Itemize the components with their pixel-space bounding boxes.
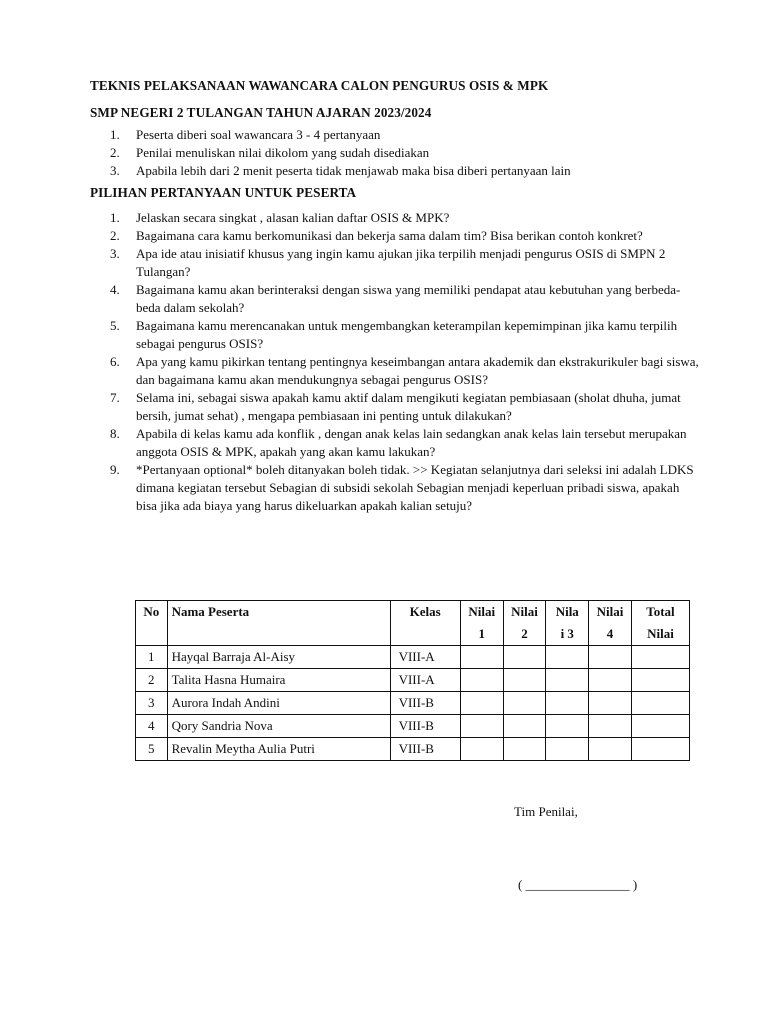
cell-score[interactable] [589, 715, 632, 738]
list-item [110, 209, 700, 227]
header-text: 1 [478, 626, 485, 641]
cell-kelas: VIII-B [390, 738, 460, 761]
table-row [136, 669, 690, 692]
cell-total[interactable] [631, 738, 689, 761]
cell-total[interactable] [631, 715, 689, 738]
table-row [136, 738, 690, 761]
item-number: 1. [110, 210, 120, 225]
cell-score[interactable] [503, 715, 546, 738]
table-row [136, 692, 690, 715]
header-kelas: Kelas [390, 601, 460, 646]
cell-no: 4 [136, 715, 168, 738]
cell-score[interactable] [503, 669, 546, 692]
item-number: 2. [110, 145, 120, 160]
cell-score[interactable] [460, 646, 503, 669]
header-text: Nilai [468, 604, 496, 619]
cell-no: 1 [136, 646, 168, 669]
item-number: 2. [110, 228, 120, 243]
item-number: 4. [110, 282, 120, 297]
list-item [110, 162, 700, 180]
item-text: Bagaimana kamu akan berinteraksi dengan siswa yang memiliki pendapat atau kebutuhan yang berbeda-beda dalam sekolah? [136, 282, 681, 315]
document-subtitle: SMP NEGERI 2 TULANGAN TAHUN AJARAN 2023/2024 [90, 105, 432, 120]
header-text: Nilai [511, 604, 538, 619]
item-text: Apa ide atau inisiatif khusus yang ingin kamu ajukan jika terpilih menjadi pengurus OSIS di SMPN 2 Tulangan? [136, 246, 666, 279]
cell-score[interactable] [589, 692, 632, 715]
item-text: Apabila lebih dari 2 menit peserta tidak menjawab maka bisa diberi pertanyaan lain [136, 163, 571, 178]
cell-kelas: VIII-A [390, 669, 460, 692]
header-text: Nilai [596, 604, 624, 619]
item-number: 1. [110, 127, 120, 142]
item-text: Jelaskan secara singkat , alasan kalian daftar OSIS & MPK? [136, 210, 450, 225]
list-item [110, 281, 700, 317]
header-total [631, 601, 689, 646]
item-text: Bagaimana cara kamu berkomunikasi dan bekerja sama dalam tim? Bisa berikan contoh konkret? [136, 228, 643, 243]
item-number: 7. [110, 390, 120, 405]
item-text: Penilai menuliskan nilai dikolom yang sudah disediakan [136, 145, 430, 160]
cell-name: Hayqal Barraja Al-Aisy [167, 646, 390, 669]
cell-score[interactable] [503, 738, 546, 761]
cell-score[interactable] [460, 692, 503, 715]
cell-kelas: VIII-A [390, 646, 460, 669]
cell-kelas: VIII-B [390, 715, 460, 738]
header-nilai-2 [503, 601, 546, 646]
cell-score[interactable] [460, 715, 503, 738]
item-text: Bagaimana kamu merencanakan untuk mengembangkan keterampilan kepemimpinan jika kamu terpilih sebagai pengurus OSIS? [136, 318, 678, 351]
cell-score[interactable] [589, 738, 632, 761]
list-item [110, 317, 700, 353]
cell-score[interactable] [546, 669, 589, 692]
header-text: 4 [606, 626, 614, 641]
item-text: Apabila di kelas kamu ada konflik , dengan anak kelas lain sedangkan anak kelas lain tersebut merupakan anggota OSIS & MPK, apakah yang akan kamu lakukan? [136, 426, 687, 459]
cell-score[interactable] [589, 669, 632, 692]
cell-total[interactable] [631, 669, 689, 692]
table-header-row [136, 601, 690, 646]
table-row [136, 715, 690, 738]
header-nilai-1 [460, 601, 503, 646]
list-item [110, 389, 700, 425]
list-item [110, 126, 700, 144]
header-text: Nilai [647, 626, 674, 641]
item-number: 3. [110, 246, 120, 261]
header-text: Nila [555, 604, 579, 619]
signature-label: Tim Penilai, [514, 804, 578, 819]
item-number: 8. [110, 426, 120, 441]
questions-heading: PILIHAN PERTANYAAN UNTUK PESERTA [90, 185, 357, 200]
rules-list [110, 126, 700, 180]
item-text: Peserta diberi soal wawancara 3 - 4 pertanyaan [136, 127, 381, 142]
cell-score[interactable] [460, 738, 503, 761]
list-item [110, 144, 700, 162]
signature-line: ( ________________ ) [518, 877, 638, 892]
questions-list [110, 209, 700, 515]
item-number: 3. [110, 163, 120, 178]
cell-score[interactable] [546, 715, 589, 738]
cell-score[interactable] [546, 738, 589, 761]
item-number: 6. [110, 354, 120, 369]
cell-score[interactable] [589, 646, 632, 669]
item-number: 9. [110, 462, 120, 477]
cell-no: 2 [136, 669, 168, 692]
cell-score[interactable] [503, 692, 546, 715]
header-nilai-4 [589, 601, 632, 646]
cell-no: 5 [136, 738, 168, 761]
cell-score[interactable] [546, 692, 589, 715]
header-nilai-3 [546, 601, 589, 646]
header-text: i 3 [560, 626, 574, 641]
cell-name: Revalin Meytha Aulia Putri [167, 738, 390, 761]
header-text: 2 [521, 626, 528, 641]
header-text: Total [646, 604, 675, 619]
header-no: No [136, 601, 168, 646]
score-table [135, 600, 690, 761]
list-item [110, 227, 700, 245]
list-item [110, 461, 700, 515]
cell-name: Aurora Indah Andini [167, 692, 390, 715]
cell-score[interactable] [460, 669, 503, 692]
cell-score[interactable] [503, 646, 546, 669]
item-number: 5. [110, 318, 120, 333]
cell-total[interactable] [631, 646, 689, 669]
item-text: Selama ini, sebagai siswa apakah kamu aktif dalam mengikuti kegiatan pembiasaan (sholat dhuha, jumat bersih, jumat sehat) , mengapa pembiasaan ini penting untuk dilakukan? [136, 390, 681, 423]
cell-no: 3 [136, 692, 168, 715]
item-text: *Pertanyaan optional* boleh ditanyakan boleh tidak. >> Kegiatan selanjutnya dari seleksi ini adalah LDKS dimana kegiatan tersebut Sebagian di subsidi sekolah Sebagian menjadi keperluan pribadi siswa, apakah bisa jika ada biaya yang harus dikeluarkan apakah kalian setuju? [136, 462, 694, 513]
document-title: TEKNIS PELAKSANAAN WAWANCARA CALON PENGURUS OSIS & MPK [90, 78, 549, 93]
cell-score[interactable] [546, 646, 589, 669]
cell-name: Qory Sandria Nova [167, 715, 390, 738]
cell-name: Talita Hasna Humaira [167, 669, 390, 692]
list-item [110, 425, 700, 461]
table-row [136, 646, 690, 669]
header-name: Nama Peserta [167, 601, 390, 646]
cell-kelas: VIII-B [390, 692, 460, 715]
item-text: Apa yang kamu pikirkan tentang pentingnya keseimbangan antara akademik dan ekstrakurikuler bagi siswa, dan bagaimana kamu akan mendukungnya sebagai pengurus OSIS? [136, 354, 699, 387]
cell-total[interactable] [631, 692, 689, 715]
list-item [110, 245, 700, 281]
list-item [110, 353, 700, 389]
